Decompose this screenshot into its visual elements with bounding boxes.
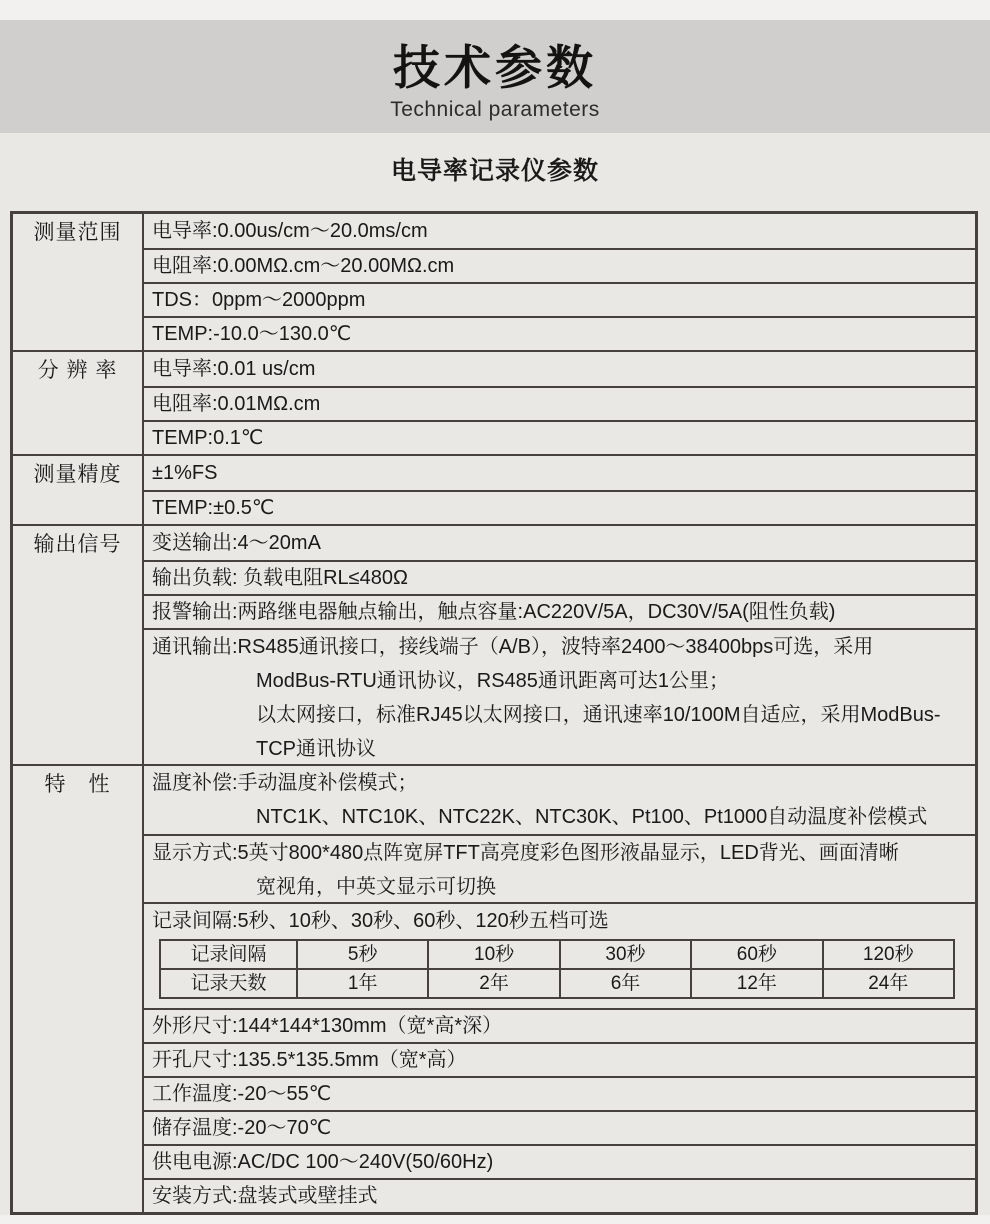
spec-line: 电阻率:0.00MΩ.cm～20.00MΩ.cm <box>152 255 455 277</box>
group-resolution <box>13 350 975 454</box>
row-temp-resolution <box>144 420 975 454</box>
record-cell: 6年 <box>560 969 691 998</box>
row-display-mode <box>144 834 975 902</box>
row-cutout-dimensions <box>144 1042 975 1076</box>
record-cell: 记录间隔 <box>160 940 297 969</box>
record-cell: 24年 <box>823 969 954 998</box>
record-cell: 1年 <box>297 969 428 998</box>
row-tds-range <box>144 282 975 316</box>
spec-line: 开孔尺寸:135.5*135.5mm（宽*高） <box>152 1049 467 1071</box>
row-temp-range <box>144 316 975 350</box>
spec-line: 安装方式:盘装式或壁挂式 <box>152 1185 378 1207</box>
record-interval-table <box>159 939 955 999</box>
spec-line: 温度补偿:手动温度补偿模式； <box>152 772 418 794</box>
row-transmit-output <box>144 526 975 560</box>
spec-line: ModBus-RTU通讯协议，RS485通讯距离可达1公里； <box>256 670 730 692</box>
row-accuracy-fs <box>144 456 975 490</box>
spec-table <box>10 211 978 1215</box>
spec-line: TEMP:-10.0～130.0℃ <box>152 323 352 345</box>
record-cell: 30秒 <box>560 940 691 969</box>
spec-line: 供电电源:AC/DC 100～240V(50/60Hz) <box>152 1151 494 1173</box>
record-cell: 5秒 <box>297 940 428 969</box>
group-label-accuracy: 测量精度 <box>13 456 144 524</box>
row-temp-compensation <box>144 766 975 834</box>
row-output-load <box>144 560 975 594</box>
group-rows <box>144 526 975 764</box>
record-cell: 12年 <box>691 969 822 998</box>
spec-line: 工作温度:-20～55℃ <box>152 1083 332 1105</box>
record-cell: 10秒 <box>428 940 559 969</box>
record-cell: 120秒 <box>823 940 954 969</box>
group-features <box>13 764 975 1212</box>
spec-line: TEMP:±0.5℃ <box>152 497 275 519</box>
group-measurement-range <box>13 214 975 350</box>
section-title: 电导率记录仪参数 <box>390 157 599 185</box>
row-resistivity-resolution <box>144 386 975 420</box>
header-banner <box>0 20 990 133</box>
spec-line: 电阻率:0.01MΩ.cm <box>152 393 321 415</box>
row-storage-temp <box>144 1110 975 1144</box>
spec-line: 储存温度:-20～70℃ <box>152 1117 332 1139</box>
record-cell: 60秒 <box>691 940 822 969</box>
group-accuracy <box>13 454 975 524</box>
spec-line: NTC1K、NTC10K、NTC22K、NTC30K、Pt100、Pt1000自动温度补偿模式 <box>256 806 928 828</box>
row-power-supply <box>144 1144 975 1178</box>
row-working-temp <box>144 1076 975 1110</box>
spec-line: TCP通讯协议 <box>256 738 376 760</box>
page-subtitle-en: Technical parameters <box>390 98 600 121</box>
spec-line: 显示方式:5英寸800*480点阵宽屏TFT高亮度彩色图形液晶显示，LED背光、画面清晰 <box>152 842 899 864</box>
group-label-resolution: 分 辨 率 <box>13 352 144 454</box>
spec-line: ±1%FS <box>152 462 218 484</box>
bottom-strip <box>0 1215 990 1224</box>
spec-line: 通讯输出:RS485通讯接口，接线端子（A/B），波特率2400～38400bps可选，采用 <box>152 636 874 658</box>
group-label-output-signal: 输出信号 <box>13 526 144 764</box>
spec-line: 以太网接口，标准RJ45以太网接口，通讯速率10/100M自适应，采用ModBus- <box>256 704 941 726</box>
spec-line: 宽视角，中英文显示可切换 <box>256 876 496 898</box>
row-comm-output <box>144 628 975 764</box>
page-title: 技术参数 <box>393 41 597 94</box>
top-strip <box>0 0 990 20</box>
group-rows <box>144 214 975 350</box>
group-label-measurement-range: 测量范围 <box>13 214 144 350</box>
spec-line: 电导率:0.01 us/cm <box>152 358 316 380</box>
row-mounting <box>144 1178 975 1212</box>
spec-line: TDS：0ppm～2000ppm <box>152 289 366 311</box>
spec-line: 输出负载: 负载电阻RL≤480Ω <box>152 567 408 589</box>
group-rows <box>144 456 975 524</box>
row-accuracy-temp <box>144 490 975 524</box>
group-output-signal <box>13 524 975 764</box>
spec-line: 外形尺寸:144*144*130mm（宽*高*深） <box>152 1015 503 1037</box>
row-conductivity-range <box>144 214 975 248</box>
record-days-row <box>160 969 954 998</box>
spec-line: 变送输出:4～20mA <box>152 532 321 554</box>
row-conductivity-resolution <box>144 352 975 386</box>
group-rows <box>144 352 975 454</box>
row-outline-dimensions <box>144 1008 975 1042</box>
spec-line: 报警输出:两路继电器触点输出，触点容量:AC220V/5A，DC30V/5A(阻性负载) <box>152 601 836 623</box>
group-rows <box>144 766 975 1212</box>
record-cell: 记录天数 <box>160 969 297 998</box>
spec-line: 记录间隔:5秒、10秒、30秒、60秒、120秒五档可选 <box>152 910 609 932</box>
group-label-features: 特 性 <box>13 766 144 1212</box>
row-record-interval <box>144 902 975 1008</box>
spec-line: 电导率:0.00us/cm～20.0ms/cm <box>152 220 428 242</box>
record-interval-header-row <box>160 940 954 969</box>
spec-line: TEMP:0.1℃ <box>152 427 264 449</box>
row-alarm-output <box>144 594 975 628</box>
record-cell: 2年 <box>428 969 559 998</box>
row-resistivity-range <box>144 248 975 282</box>
